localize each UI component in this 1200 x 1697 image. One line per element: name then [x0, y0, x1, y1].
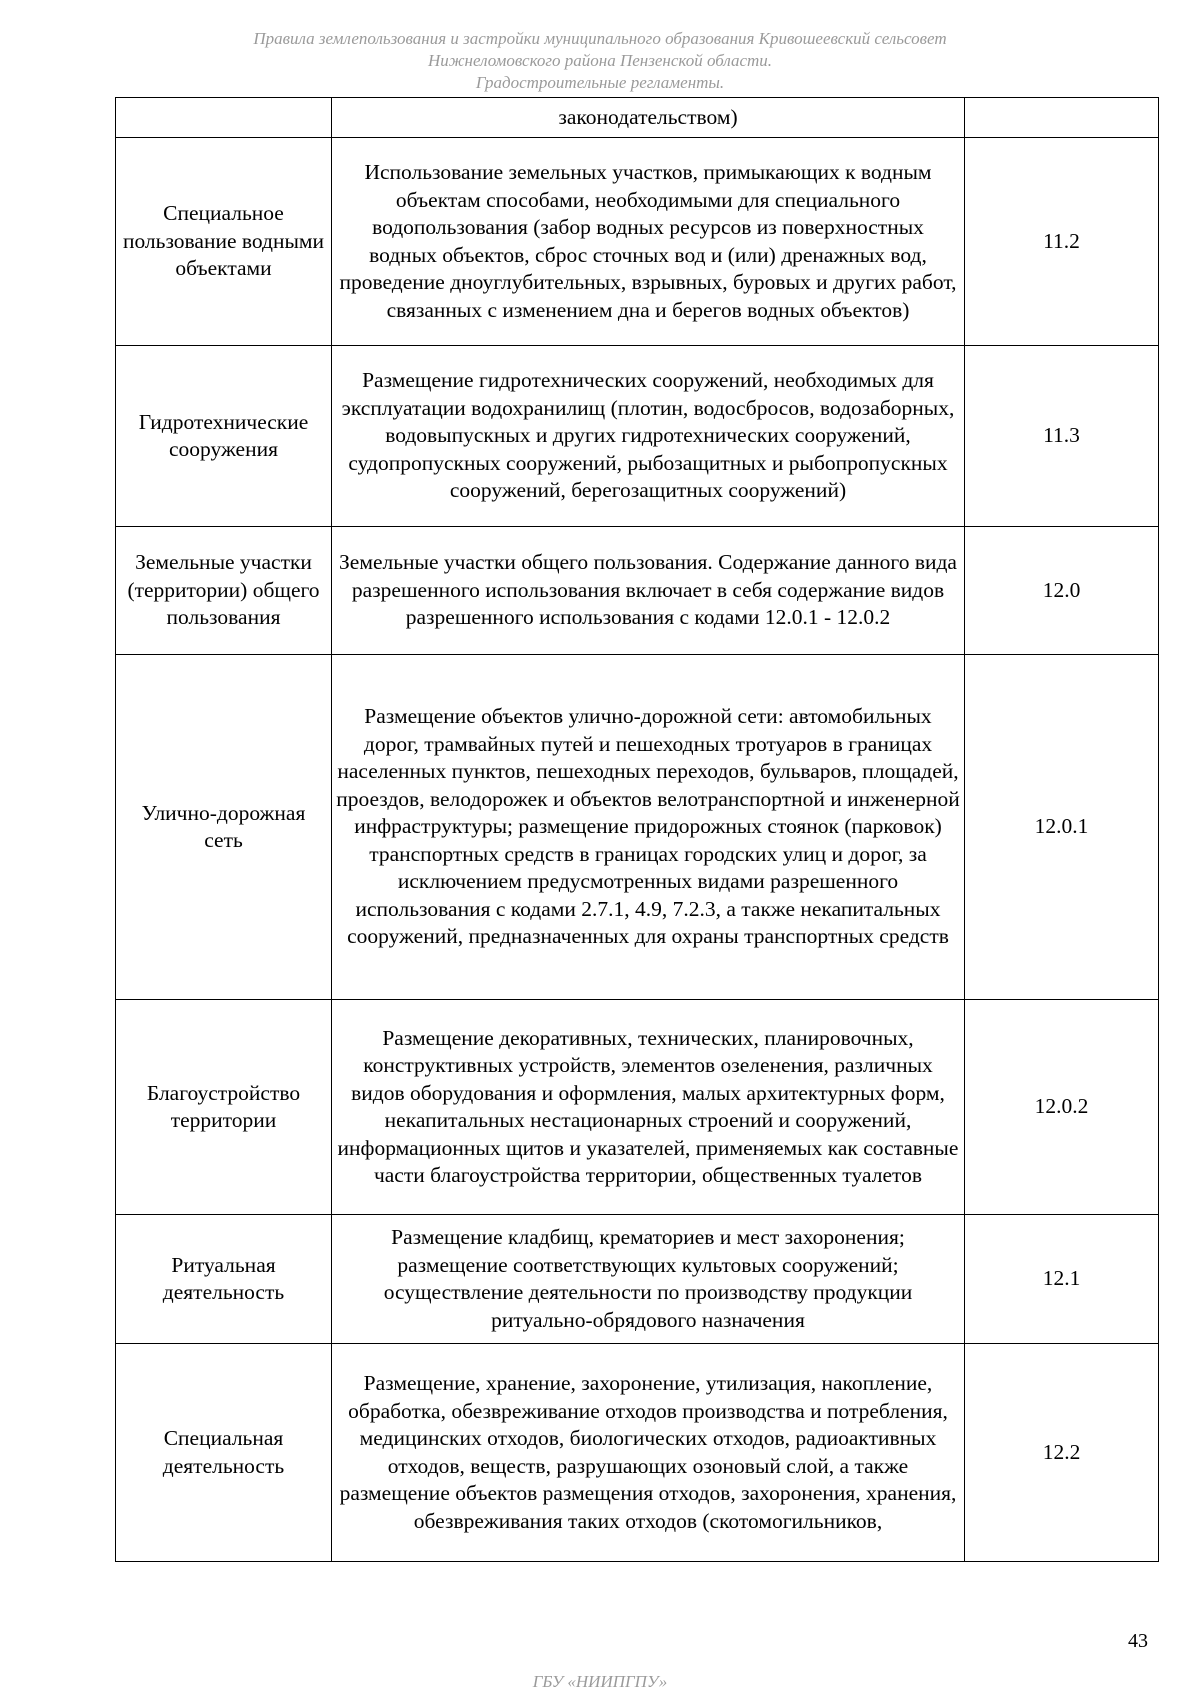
- use-code-cell: 12.0: [965, 527, 1159, 655]
- use-name-cell: [116, 98, 332, 138]
- table-row: [116, 655, 1159, 1000]
- use-code-cell: 11.2: [965, 138, 1159, 346]
- header-line-3: Градостроительные регламенты.: [475, 73, 725, 92]
- land-use-table: [115, 97, 1159, 1562]
- page-footer: ГБУ «НИИПГПУ»: [532, 1672, 668, 1691]
- use-name-cell: Улично-дорожная сеть: [116, 655, 332, 1000]
- use-description-cell: Земельные участки общего пользования. Содержание данного вида разрешенного использования включает в себя содержание видов разрешенного использования с кодами 12.0.1 - 12.0.2: [332, 527, 965, 655]
- page-header: [0, 28, 1200, 94]
- use-name-cell: Ритуальная деятельность: [116, 1215, 332, 1344]
- use-description-cell: законодательством): [332, 98, 965, 138]
- use-code-cell: 12.1: [965, 1215, 1159, 1344]
- table-row: [116, 98, 1159, 138]
- use-name-cell: Специальная деятельность: [116, 1344, 332, 1562]
- use-description-cell: Размещение, хранение, захоронение, утилизация, накопление, обработка, обезвреживание отходов производства и потребления, медицинских отходов, биологических отходов, радиоактивных отходов, веществ, разрушающих озоновый слой, а также размещение объектов размещения отходов, захоронения, хранения, обезвреживания таких отходов (скотомогильников,: [332, 1344, 965, 1562]
- use-code-cell: [965, 98, 1159, 138]
- use-code-cell: 11.3: [965, 346, 1159, 527]
- table-row: [116, 1344, 1159, 1562]
- use-code-cell: 12.0.2: [965, 1000, 1159, 1215]
- use-name-cell: Гидротехнические сооружения: [116, 346, 332, 527]
- use-name-cell: Специальное пользование водными объектами: [116, 138, 332, 346]
- use-description-cell: Использование земельных участков, примыкающих к водным объектам способами, необходимыми для специального водопользования (забор водных ресурсов из поверхностных водных объектов, сброс сточных вод и (или) дренажных вод, проведение дноуглубительных, взрывных, буровых и других работ, связанных с изменением дна и берегов водных объектов): [332, 138, 965, 346]
- use-description-cell: Размещение кладбищ, крематориев и мест захоронения; размещение соответствующих культовых сооружений; осуществление деятельности по производству продукции ритуально-обрядового назначения: [332, 1215, 965, 1344]
- use-name-cell: Благоустройство территории: [116, 1000, 332, 1215]
- use-description-cell: Размещение объектов улично-дорожной сети: автомобильных дорог, трамвайных путей и пешеходных тротуаров в границах населенных пунктов, пешеходных переходов, бульваров, площадей, проездов, велодорожек и объектов велотранспортной и инженерной инфраструктуры; размещение придорожных стоянок (парковок) транспортных средств в границах городских улиц и дорог, за исключением предусмотренных видами разрешенного использования с кодами 2.7.1, 4.9, 7.2.3, а также некапитальных сооружений, предназначенных для охраны транспортных средств: [332, 655, 965, 1000]
- table-row: [116, 527, 1159, 655]
- page-number: 43: [1128, 1630, 1148, 1652]
- use-description-cell: Размещение гидротехнических сооружений, необходимых для эксплуатации водохранилищ (плотин, водосбросов, водозаборных, водовыпускных и других гидротехнических сооружений, судопропускных сооружений, рыбозащитных и рыбопропускных сооружений, берегозащитных сооружений): [332, 346, 965, 527]
- use-description-cell: Размещение декоративных, технических, планировочных, конструктивных устройств, элементов озеленения, различных видов оборудования и оформления, малых архитектурных форм, некапитальных нестационарных строений и сооружений, информационных щитов и указателей, применяемых как составные части благоустройства территории, общественных туалетов: [332, 1000, 965, 1215]
- use-code-cell: 12.0.1: [965, 655, 1159, 1000]
- table-row: [116, 1000, 1159, 1215]
- header-line-2: Нижнеломовского района Пензенской области.: [427, 51, 773, 70]
- table-row: [116, 138, 1159, 346]
- table-row: [116, 1215, 1159, 1344]
- header-line-1: Правила землепользования и застройки муниципального образования Кривошеевский сельсовет: [253, 29, 947, 48]
- table-row: [116, 346, 1159, 527]
- use-name-cell: Земельные участки (территории) общего пользования: [116, 527, 332, 655]
- use-code-cell: 12.2: [965, 1344, 1159, 1562]
